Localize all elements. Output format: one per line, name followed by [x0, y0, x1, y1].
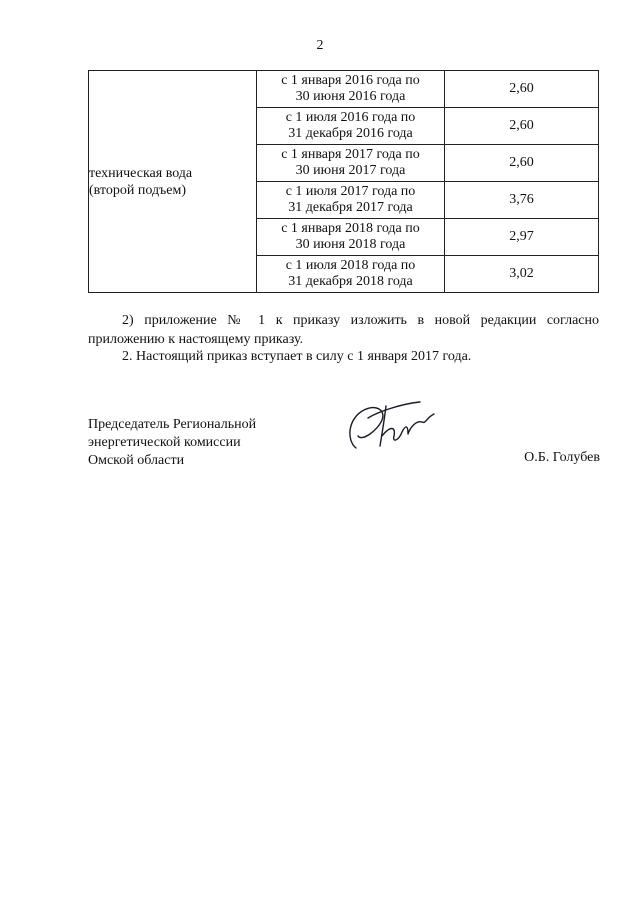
value-cell: 2,97: [445, 219, 599, 256]
signatory-title-line: энергетической комиссии: [88, 435, 241, 450]
water-type-line: техническая вода: [89, 165, 193, 181]
period-cell: [257, 219, 445, 256]
water-type-line: (второй подъем): [89, 182, 187, 198]
period-line: с 1 июля 2018 года по: [285, 258, 416, 273]
value-cell: 2,60: [445, 71, 599, 108]
effective-date-paragraph: 2. Настоящий приказ вступает в силу с 1 января 2017 года.: [122, 349, 472, 364]
period-cell: [257, 108, 445, 145]
period-cell: [257, 182, 445, 219]
amendment-paragraph: 2) приложение № 1 к приказу изложить в новой редакции согласно приложению к настоящему приказу.: [88, 313, 599, 347]
signatory-title: [88, 416, 256, 470]
tariff-table: [88, 70, 599, 293]
handwritten-signature: [342, 396, 442, 456]
period-line: 30 июня 2017 года: [295, 163, 406, 178]
signatory-title-line: Председатель Региональной: [88, 417, 257, 432]
signatory-title-line: Омской области: [88, 453, 185, 468]
period-cell: [257, 71, 445, 108]
value-cell: 3,76: [445, 182, 599, 219]
period-line: 30 июня 2016 года: [295, 89, 406, 104]
value-cell: 2,60: [445, 108, 599, 145]
signer-name: О.Б. Голубев: [524, 450, 600, 465]
water-type-cell: [89, 71, 257, 293]
page-number: 2: [316, 38, 324, 53]
period-line: 31 декабря 2017 года: [288, 200, 413, 215]
period-line: с 1 января 2016 года по: [281, 73, 420, 88]
period-line: с 1 июля 2016 года по: [285, 110, 416, 125]
period-line: с 1 января 2018 года по: [281, 221, 420, 236]
table-row: [89, 71, 599, 108]
period-line: 31 декабря 2016 года: [288, 126, 413, 141]
period-line: с 1 января 2017 года по: [281, 147, 420, 162]
value-cell: 2,60: [445, 145, 599, 182]
period-cell: [257, 145, 445, 182]
period-line: с 1 июля 2017 года по: [285, 184, 416, 199]
value-cell: 3,02: [445, 256, 599, 293]
period-cell: [257, 256, 445, 293]
period-line: 30 июня 2018 года: [295, 237, 406, 252]
period-line: 31 декабря 2018 года: [288, 274, 413, 289]
